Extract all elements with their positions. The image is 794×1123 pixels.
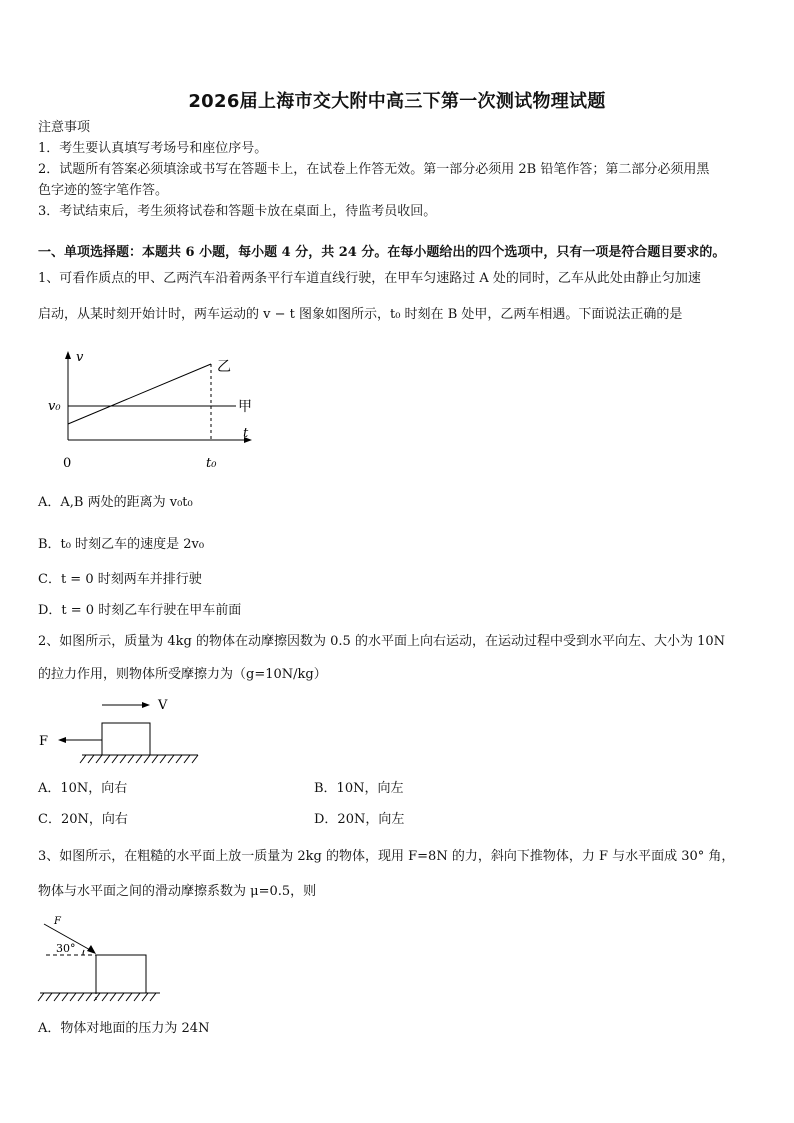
velocity-arrowhead [142,702,150,708]
option-a: A．A,B 两处的距离为 v₀t₀ [38,495,193,510]
block [96,955,146,993]
option-c: C．t = 0 时刻两车并排行驶 [38,572,202,587]
page-title: 2026届上海市交大附中高三下第一次测试物理试题 [188,91,606,112]
question-3-stem: 物体与水平面之间的滑动摩擦系数为 μ=0.5，则 [38,884,317,899]
y-axis-arrow [65,351,71,359]
force-arrowhead [58,737,66,743]
question-3-stem: 3、如图所示，在粗糙的水平面上放一质量为 2kg 的物体，现用 F=8N 的力，斜向下推物体，力 F 与水平面成 30° 角， [38,849,735,864]
velocity-label: V [158,698,168,713]
ground-hatch [38,993,156,1001]
question-1-stem: 1、可看作质点的甲、乙两汽车沿着两条平行车道直线行驶，在甲车匀速路过 A 处的同时，乙车从此处由静止匀加速 [38,271,701,286]
notice-item: 色字迹的签字笔作答。 [38,183,169,198]
inclined-force-figure [36,910,166,1010]
option-b: B．t₀ 时刻乙车的速度是 2v₀ [38,537,205,552]
line-yi-label: 乙 [217,359,231,375]
section-heading: 一、单项选择题：本题共 6 小题，每小题 4 分，共 24 分。在每小题给出的四个选项中，只有一项是符合题目要求的。 [38,245,726,260]
notice-heading: 注意事项 [38,120,91,135]
question-1-stem: 启动，从某时刻开始计时，两车运动的 v − t 图象如图所示，t₀ 时刻在 B 处甲，乙两车相遇。下面说法正确的是 [38,307,683,322]
line-yi [68,364,211,424]
x-axis-label: t [243,426,249,441]
angle-arc [83,950,84,955]
option-a: A．物体对地面的压力为 24N [38,1021,210,1036]
vt-graph-figure [40,345,270,475]
notice-item: 1．考生要认真填写考场号和座位序号。 [38,141,268,156]
t0-label: t₀ [206,456,217,471]
option-d: D．20N，向左 [314,812,405,827]
notice-item: 3．考试结束后，考生须将试卷和答题卡放在桌面上，待监考员收回。 [38,204,437,219]
angle-label: 30° [56,942,76,955]
question-2-stem: 的拉力作用，则物体所受摩擦力为（g=10N/kg） [38,667,327,682]
block [102,723,150,755]
force-label: F [39,734,49,749]
force-label: F [54,916,61,927]
option-a: A．10N，向右 [38,781,128,796]
origin-label: 0 [63,456,72,471]
notice-item: 2．试题所有答案必须填涂或书写在答题卡上，在试卷上作答无效。第一部分必须用 2B 铅笔作答；第二部分必须用黑 [38,162,710,177]
option-b: B．10N，向左 [314,781,404,796]
question-2-stem: 2、如图所示，质量为 4kg 的物体在动摩擦因数为 0.5 的水平面上向右运动，在运动过程中受到水平向左、大小为 10N [38,634,725,649]
v0-label: v₀ [48,399,61,414]
line-jia-label: 甲 [238,399,252,415]
block-force-figure [36,693,206,771]
option-d: D．t = 0 时刻乙车行驶在甲车前面 [38,603,242,618]
ground-hatch [80,755,198,763]
option-c: C．20N，向右 [38,812,128,827]
force-arrowhead [87,945,96,954]
y-axis-label: v [76,350,84,365]
